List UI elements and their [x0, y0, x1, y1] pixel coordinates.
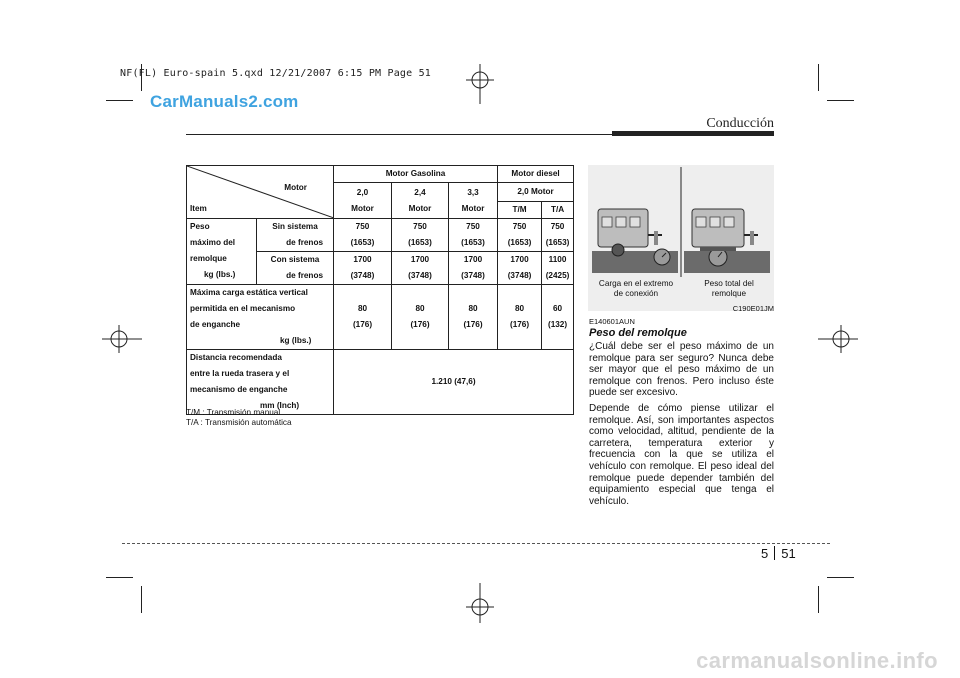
page-number	[761, 546, 796, 561]
header-g20: 2,0 Motor	[334, 183, 392, 219]
watermark-top[interactable]: CarManuals2.com	[150, 92, 299, 111]
footer-rule	[122, 543, 830, 544]
illustration-code: C190E01JM	[732, 304, 774, 313]
header-g24: 2,4 Motor	[392, 183, 449, 219]
section-title: Conducción	[706, 116, 774, 131]
carga-label: Máxima carga estática vertical permitida en el mecanismo de enganche kg (lbs.)	[187, 285, 334, 350]
peso-sin-value: 750 (1653)	[392, 219, 449, 252]
chapter-number: 5	[761, 546, 769, 561]
crop-mark	[827, 100, 854, 101]
note-tm: T/M : Transmisión manual	[186, 408, 281, 417]
crop-mark	[818, 586, 819, 613]
peso-con-value: 1700 (3748)	[392, 252, 449, 285]
peso-con-value: 1700 (3748)	[498, 252, 542, 285]
peso-sin-label: Sin sistema de frenos	[257, 219, 334, 252]
peso-sin-value: 750 (1653)	[498, 219, 542, 252]
distancia-label: Distancia recomendada entre la rueda trasera y el mecanismo de enganche mm (Inch)	[187, 350, 334, 415]
page-separator	[774, 546, 775, 560]
peso-label: Peso máximo del remolque kg (lbs.)	[187, 219, 257, 285]
registration-mark-right-icon	[818, 323, 858, 355]
section-code: E140601AUN	[589, 317, 635, 326]
crop-mark	[818, 64, 819, 91]
print-slug: NF(FL) Euro-spain 5.qxd 12/21/2007 6:15 PM Page 51	[120, 68, 432, 79]
trailer-weight-illustration	[588, 165, 774, 311]
page-number-value: 51	[781, 546, 796, 561]
paragraph: ¿Cuál debe ser el peso máximo de un remolque para ser seguro? Nunca debe ser mayor que el peso máximo de un remolque con frenos. Pero incluso éste puede ser excesivo.	[589, 341, 774, 399]
table-notes	[186, 408, 292, 428]
registration-mark-top-icon	[464, 64, 496, 104]
towing-spec-table	[186, 165, 574, 415]
caption-right: Peso total del remolque	[704, 279, 754, 298]
crop-mark	[141, 586, 142, 613]
header-motor-diesel: Motor diesel	[498, 166, 574, 183]
diagonal-line-icon	[187, 166, 334, 218]
header-motor-gasolina: Motor Gasolina	[334, 166, 498, 183]
header-tm: T/M	[498, 202, 542, 219]
crop-mark	[106, 100, 133, 101]
header-rule	[186, 134, 616, 135]
header-item-label: Item	[190, 204, 207, 213]
carga-value: 80 (176)	[392, 285, 449, 350]
header-rule-accent	[612, 131, 774, 136]
carga-value: 80 (176)	[498, 285, 542, 350]
caption-left: Carga en el extremo de conexión	[598, 279, 674, 298]
peso-con-value: 1100 (2425)	[542, 252, 574, 285]
registration-mark-left-icon	[102, 323, 142, 355]
registration-mark-bottom-icon	[464, 583, 496, 623]
watermark-bottom[interactable]: carmanualsonline.info	[696, 648, 938, 673]
peso-sin-value: 750 (1653)	[449, 219, 498, 252]
carga-value: 80 (176)	[334, 285, 392, 350]
peso-sin-value: 750 (1653)	[334, 219, 392, 252]
paragraph: Depende de cómo piense utilizar el remolque. Así, son importantes aspectos como velocidad, altitud, pendiente de la carretera, temperatura exterior y frecuencia con la que se utiliza el vehículo con remolque. El peso ideal del remolque puede depender también del equipamiento especial que tenga el vehículo.	[589, 402, 774, 507]
section-heading: Peso del remolque	[589, 327, 687, 339]
header-g33: 3,3 Motor	[449, 183, 498, 219]
crop-mark	[106, 577, 133, 578]
carga-value: 60 (132)	[542, 285, 574, 350]
header-d20: 2,0 Motor	[498, 183, 574, 202]
header-ta: T/A	[542, 202, 574, 219]
peso-con-value: 1700 (3748)	[449, 252, 498, 285]
distancia-value: 1.210 (47,6)	[334, 350, 574, 415]
crop-mark	[827, 577, 854, 578]
note-ta: T/A : Transmisión automática	[186, 418, 292, 427]
peso-sin-value: 750 (1653)	[542, 219, 574, 252]
header-motor-label: Motor	[284, 183, 307, 192]
carga-value: 80 (176)	[449, 285, 498, 350]
header-diagonal-cell	[187, 166, 334, 219]
peso-con-label: Con sistema de frenos	[257, 252, 334, 285]
body-text	[589, 341, 774, 507]
peso-con-value: 1700 (3748)	[334, 252, 392, 285]
